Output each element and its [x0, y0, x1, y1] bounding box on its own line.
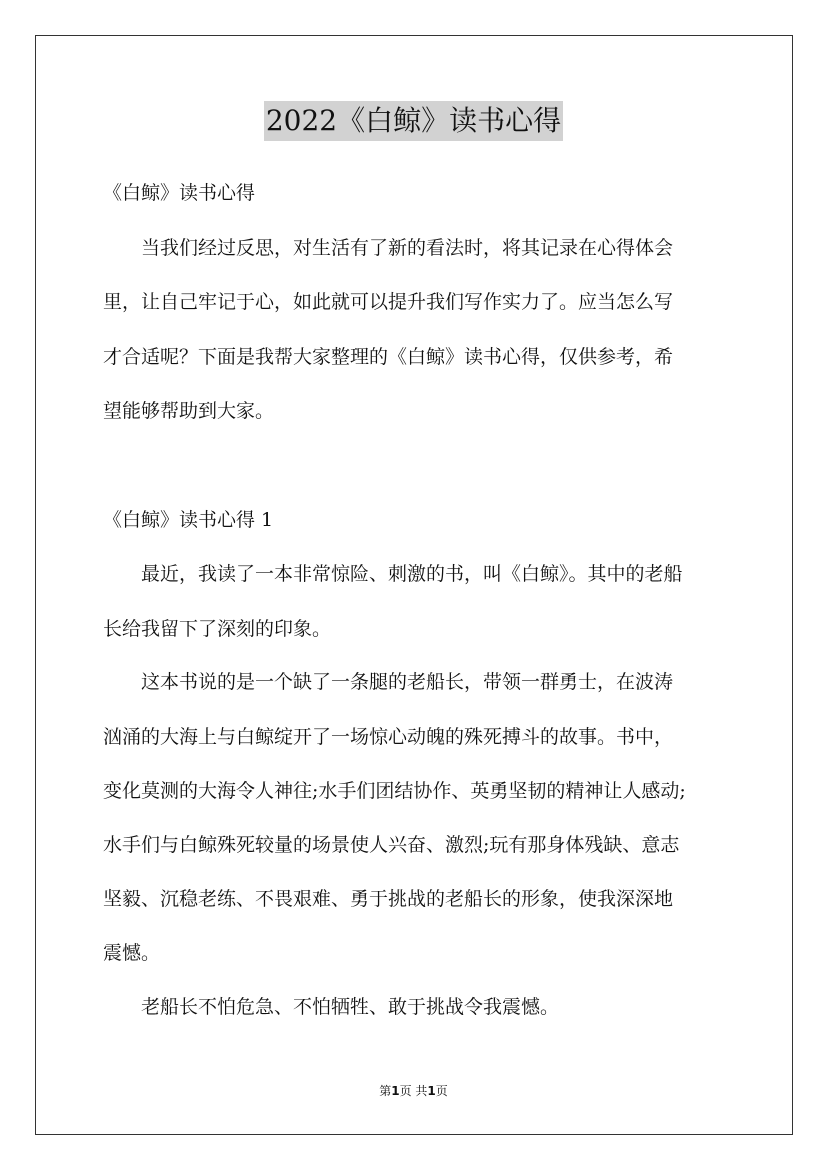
para2-line-1: 这本书说的是一个缺了一条腿的老船长，带领一群勇士，在波涛 [103, 671, 674, 693]
para2-line-2: 汹涌的大海上与白鲸绽开了一场惊心动魄的殊死搏斗的故事。书中， [103, 726, 674, 748]
footer-current-page: 1 [391, 1084, 400, 1098]
para1-line-2: 长给我留下了深刻的印象。 [103, 618, 332, 640]
footer-mid: 页 共 [399, 1084, 428, 1098]
para2-line-4: 水手们与白鲸殊死较量的场景使人兴奋、激烈;玩有那身体残缺、意志 [103, 834, 680, 856]
para2-line-6: 震憾。 [103, 942, 161, 964]
footer-prefix: 第 [379, 1084, 392, 1098]
para2-line-3: 变化莫测的大海令人神往;水手们团结协作、英勇坚韧的精神让人感动; [103, 780, 686, 802]
para3-line-1: 老船长不怕危急、不怕牺牲、敢于挑战令我震憾。 [103, 996, 560, 1018]
section-heading: 《白鲸》读书心得 1 [103, 509, 274, 531]
intro-line-4: 望能够帮助到大家。 [103, 400, 275, 422]
title-container [0, 101, 827, 141]
footer-total-pages: 1 [427, 1084, 436, 1098]
intro-line-3: 才合适呢？下面是我帮大家整理的《白鲸》读书心得，仅供参考，希 [103, 346, 674, 368]
page-footer [0, 1083, 827, 1099]
intro-line-2: 里，让自己牢记于心，如此就可以提升我们写作实力了。应当怎么写 [103, 291, 674, 313]
subtitle: 《白鲸》读书心得 [103, 182, 256, 204]
document-title: 2022《白鲸》读书心得 [264, 101, 563, 141]
para2-line-5: 坚毅、沉稳老练、不畏艰难、勇于挑战的老船长的形象，使我深深地 [103, 888, 674, 910]
intro-line-1: 当我们经过反思，对生活有了新的看法时，将其记录在心得体会 [103, 237, 674, 259]
para1-line-1: 最近，我读了一本非常惊险、刺激的书，叫《白鲸》。其中的老船 [103, 563, 683, 585]
footer-suffix: 页 [435, 1084, 448, 1098]
